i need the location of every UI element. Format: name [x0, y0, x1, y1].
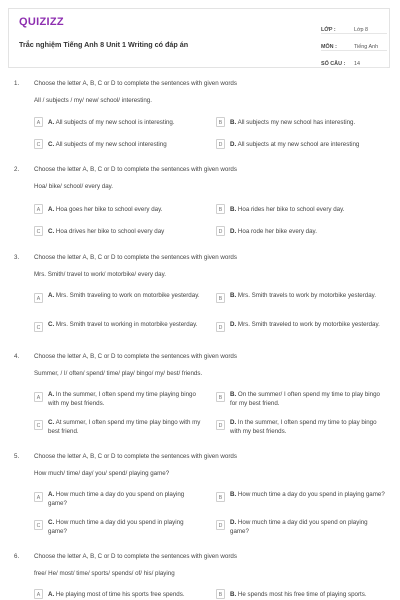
- meta-label: MÔN :: [321, 44, 337, 50]
- question-number: 3.: [14, 254, 20, 261]
- option-d[interactable]: [216, 320, 386, 332]
- option-letter-box: A: [34, 492, 43, 502]
- worksheet-header: [8, 8, 390, 68]
- option-a[interactable]: [34, 490, 204, 508]
- option-text: C. How much time a day did you spend in playing game?: [48, 519, 184, 535]
- option-text: B. He spends most his free time of playing sports.: [230, 591, 367, 598]
- question-prompt: Choose the letter A, B, C or D to complete the sentences with given words: [34, 254, 237, 261]
- option-letter-box: B: [216, 589, 225, 599]
- question-prompt: Choose the letter A, B, C or D to complete the sentences with given words: [34, 553, 237, 560]
- meta-value: Lớp 8: [354, 27, 369, 33]
- meta-subject-row: [321, 37, 387, 51]
- option-text: C. All subjects of my new school interesting: [48, 141, 167, 148]
- option-letter-box: B: [216, 492, 225, 502]
- meta-grade-row: [321, 20, 387, 34]
- option-c[interactable]: [34, 418, 204, 436]
- option-c[interactable]: [34, 518, 204, 536]
- meta-value: 14: [354, 61, 360, 67]
- given-words: All / subjects / my/ new/ school/ interesting.: [34, 97, 152, 104]
- option-b[interactable]: [216, 291, 386, 303]
- option-text: A. He playing most of time his sports free spends.: [48, 591, 185, 598]
- option-letter-box: D: [216, 226, 225, 236]
- option-b[interactable]: [216, 490, 386, 502]
- question-prompt: Choose the letter A, B, C or D to complete the sentences with given words: [34, 80, 237, 87]
- option-text: D. Mrs. Smith traveled to work by motorbike yesterday.: [230, 321, 380, 328]
- question-prompt: Choose the letter A, B, C or D to complete the sentences with given words: [34, 453, 237, 460]
- question-number: 1.: [14, 80, 20, 87]
- question-number: 5.: [14, 453, 20, 460]
- given-words: Hoa/ bike/ school/ every day.: [34, 183, 113, 190]
- option-d[interactable]: [216, 418, 386, 436]
- question-prompt: Choose the letter A, B, C or D to complete the sentences with given words: [34, 166, 237, 173]
- option-text: D. How much time a day did you spend on playing game?: [230, 519, 368, 535]
- document-title: Trắc nghiệm Tiếng Anh 8 Unit 1 Writing có đáp án: [19, 40, 189, 49]
- meta-label: LỚP :: [321, 27, 336, 33]
- option-text: C. Hoa drives her bike to school every day: [48, 228, 165, 235]
- option-letter-box: B: [216, 392, 225, 402]
- given-words: Mrs. Smith/ travel to work/ motorbike/ every day.: [34, 271, 166, 278]
- option-c[interactable]: [34, 320, 204, 332]
- option-text: B. Hoa rides her bike to school every day.: [230, 206, 345, 213]
- option-letter-box: D: [216, 139, 225, 149]
- option-letter-box: C: [34, 226, 43, 236]
- option-text: A. Hoa goes her bike to school every day.: [48, 206, 163, 213]
- given-words: free/ He/ most/ time/ sports/ spends/ of/ his/ playing: [34, 570, 175, 577]
- option-a[interactable]: [34, 390, 204, 408]
- meta-label: SỐ CÂU :: [321, 61, 346, 67]
- option-letter-box: B: [216, 117, 225, 127]
- option-d[interactable]: [216, 518, 386, 536]
- question-number: 6.: [14, 553, 20, 560]
- option-letter-box: B: [216, 204, 225, 214]
- option-d[interactable]: [216, 140, 386, 149]
- option-b[interactable]: [216, 118, 386, 127]
- option-text: D. In the summer, I often spend my time to play bingo with my best friends.: [230, 419, 377, 435]
- question-number: 2.: [14, 166, 20, 173]
- option-text: B. All subjects my new school has interesting.: [230, 119, 356, 126]
- question-number: 4.: [14, 353, 20, 360]
- option-d[interactable]: [216, 227, 386, 236]
- option-letter-box: C: [34, 520, 43, 530]
- option-a[interactable]: [34, 590, 204, 599]
- option-letter-box: D: [216, 520, 225, 530]
- option-letter-box: C: [34, 420, 43, 430]
- question-prompt: Choose the letter A, B, C or D to complete the sentences with given words: [34, 353, 237, 360]
- option-b[interactable]: [216, 590, 396, 599]
- option-text: D. Hoa rode her bike every day.: [230, 228, 317, 235]
- option-a[interactable]: [34, 205, 204, 214]
- option-a[interactable]: [34, 118, 204, 127]
- option-text: A. Mrs. Smith traveling to work on motorbike yesterday.: [48, 292, 200, 299]
- option-text: B. Mrs. Smith travels to work by motorbike yesterday.: [230, 292, 377, 299]
- option-letter-box: C: [34, 322, 43, 332]
- option-letter-box: D: [216, 322, 225, 332]
- given-words: How much/ time/ day/ you/ spend/ playing game?: [34, 470, 170, 477]
- option-text: C. At summer, I often spend my time play bingo with my best friend.: [48, 419, 201, 435]
- option-letter-box: A: [34, 204, 43, 214]
- quizizz-logo: QUIZIZZ: [19, 16, 64, 28]
- option-letter-box: A: [34, 117, 43, 127]
- option-text: B. How much time a day do you spend in playing game?: [230, 491, 385, 498]
- meta-count-row: [321, 54, 387, 68]
- given-words: Summer, / I/ often/ spend/ time/ play/ bingo/ my/ best/ friends.: [34, 370, 203, 377]
- option-text: C. Mrs. Smith travel to working in motorbike yesterday.: [48, 321, 198, 328]
- option-c[interactable]: [34, 227, 204, 236]
- option-b[interactable]: [216, 205, 386, 214]
- option-letter-box: A: [34, 589, 43, 599]
- option-letter-box: A: [34, 392, 43, 402]
- option-c[interactable]: [34, 140, 204, 149]
- option-letter-box: A: [34, 293, 43, 303]
- worksheet-meta: [321, 20, 387, 71]
- option-a[interactable]: [34, 291, 204, 303]
- option-text: B. On the summer/ I often spend my time to play bingo for my best friend.: [230, 391, 380, 407]
- option-text: D. All subjects at my new school are interesting: [230, 141, 360, 148]
- option-letter-box: B: [216, 293, 225, 303]
- option-text: A. In the summer, I often spend my time playing bingo with my best friends.: [48, 391, 196, 407]
- option-b[interactable]: [216, 390, 386, 408]
- option-letter-box: C: [34, 139, 43, 149]
- option-text: A. All subjects of my new school is interesting.: [48, 119, 175, 126]
- option-text: A. How much time a day do you spend on playing game?: [48, 491, 185, 507]
- meta-value: Tiếng Anh: [354, 44, 379, 50]
- option-letter-box: D: [216, 420, 225, 430]
